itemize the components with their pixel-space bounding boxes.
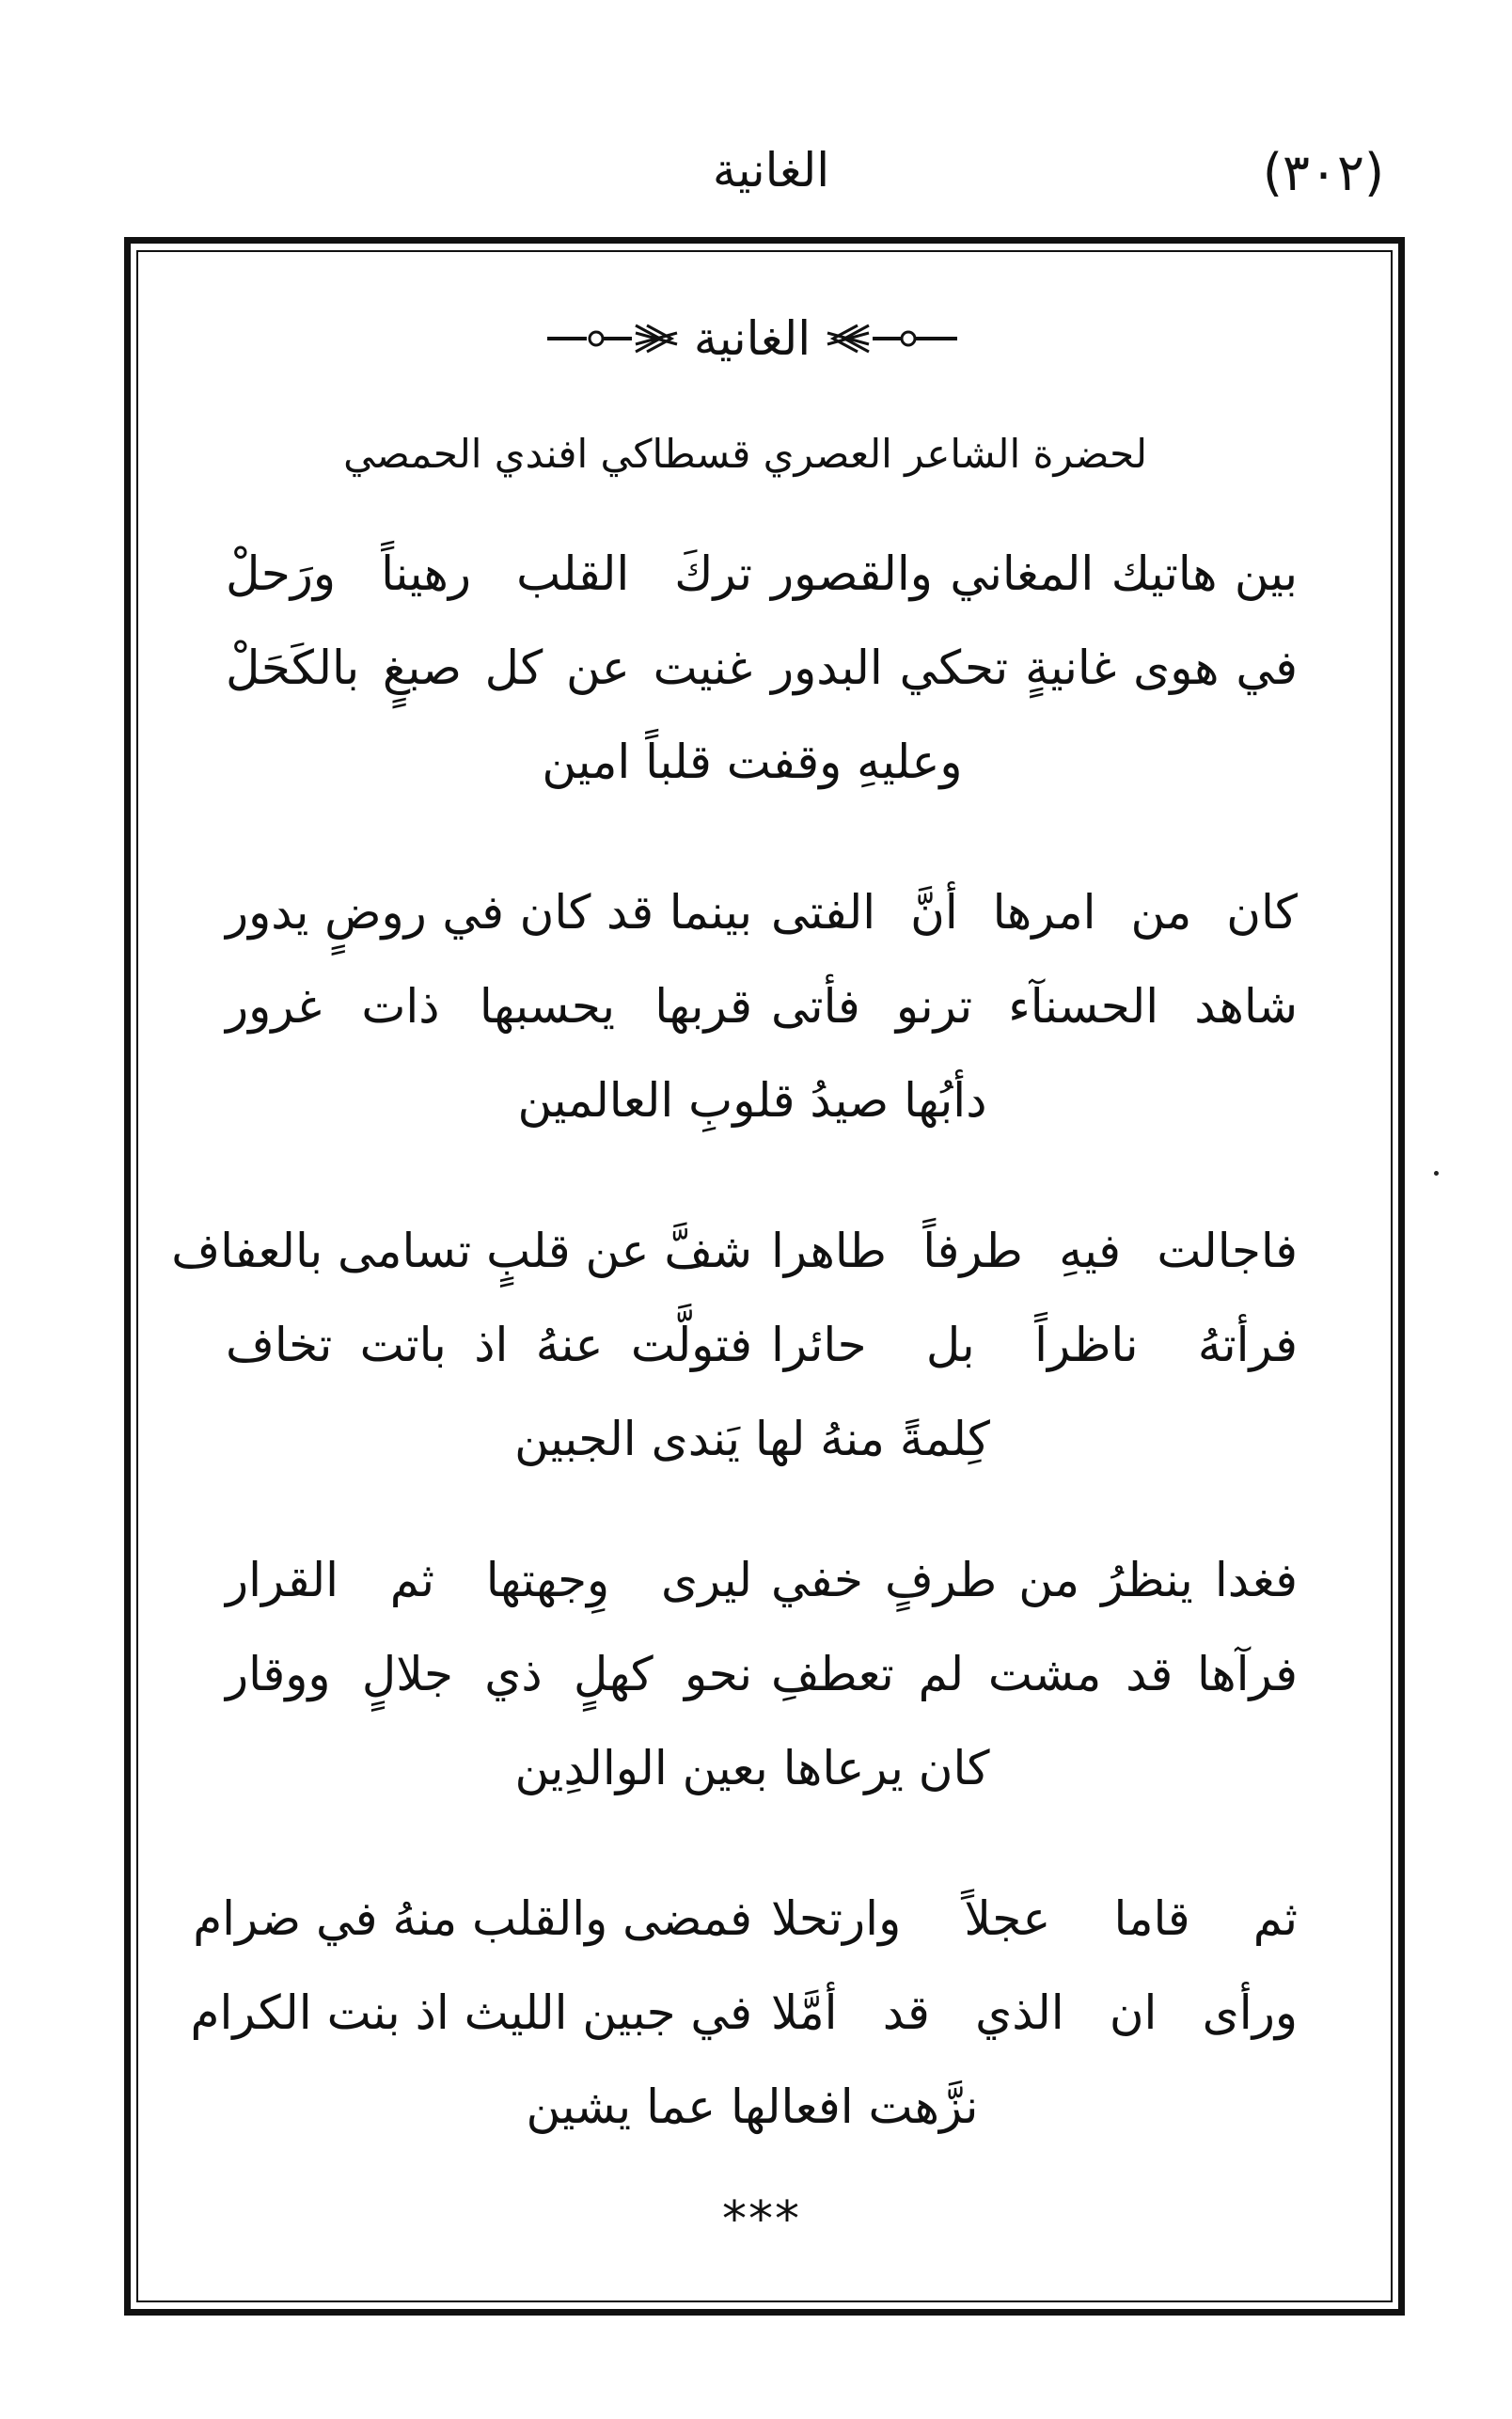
- couplet: [0, 1872, 1512, 1966]
- stanza: [0, 1872, 1512, 2134]
- refrain: وعليهِ وقفت قلباً امين: [542, 735, 963, 789]
- refrain: كان يرعاها بعين الوالدِين: [514, 1741, 990, 1795]
- poem-title: الغانية: [693, 311, 811, 366]
- couplet: [0, 865, 1512, 959]
- first-hemistich: فغدا ينظرُ من طرفٍ خفي: [771, 1553, 1298, 1607]
- running-title: الغانية: [712, 143, 830, 198]
- stanza: [0, 865, 1512, 1128]
- stanza: [0, 1204, 1512, 1466]
- second-hemistich: شفَّ عن قلبٍ تسامى بالعفاف: [171, 1224, 752, 1278]
- second-hemistich: في جبين الليث اذ بنت الكرام: [190, 1985, 752, 2040]
- second-hemistich: غنيت عن كل صبغٍ بالكَحَلْ: [226, 640, 752, 695]
- refrain: دأبُها صيدُ قلوبِ العالمين: [517, 1073, 987, 1128]
- second-hemistich: ليرى وِجهتها ثم القرار: [226, 1553, 752, 1607]
- ornament-right-icon: [822, 320, 963, 357]
- poem-heading: [527, 301, 978, 376]
- couplet: [0, 1533, 1512, 1627]
- first-hemistich: ثم قاما عجلاً وارتحلا: [771, 1891, 1298, 1946]
- first-hemistich: بين هاتيك المغاني والقصور: [771, 546, 1298, 601]
- first-hemistich: في هوى غانيةٍ تحكي البدور: [771, 640, 1298, 695]
- first-hemistich: فرأتهُ ناظراً بل حائرا: [771, 1318, 1298, 1372]
- stanza: [0, 1533, 1512, 1795]
- refrain: نزَّهت افعالها عما يشين: [526, 2079, 979, 2134]
- second-hemistich: فتولَّت عنهُ اذ باتت تخاف: [226, 1318, 752, 1372]
- second-hemistich: تركَ القلب رهيناً ورَحلْ: [226, 546, 752, 601]
- ornament-left-icon: [542, 320, 683, 357]
- second-hemistich: نحو كهلٍ ذي جلالٍ ووقار: [226, 1647, 752, 1701]
- couplet: [0, 1298, 1512, 1392]
- page-number: (٣٠٢): [1262, 143, 1385, 202]
- couplet: [0, 527, 1512, 621]
- second-hemistich: بينما قد كان في روضٍ يدور: [226, 885, 752, 940]
- first-hemistich: فاجالت فيهِ طرفاً طاهرا: [771, 1224, 1298, 1278]
- second-hemistich: فمضى والقلب منهُ في ضرام: [193, 1891, 752, 1946]
- first-hemistich: فرآها قد مشت لم تعطفِ: [771, 1647, 1298, 1701]
- couplet: [0, 959, 1512, 1053]
- first-hemistich: كان من امرها أنَّ الفتى: [771, 885, 1298, 940]
- end-asterisks: ***: [722, 2191, 801, 2248]
- poem-attribution: لحضرة الشاعر العصري قسطاكي افندي الحمصي: [343, 431, 1147, 477]
- couplet: [0, 621, 1512, 715]
- stanza: [0, 527, 1512, 789]
- couplet: [0, 1627, 1512, 1721]
- first-hemistich: شاهد الحسنآء ترنو فأتى: [771, 979, 1298, 1034]
- couplet: [0, 1966, 1512, 2060]
- first-hemistich: ورأى ان الذي قد أمَّلا: [771, 1985, 1298, 2040]
- refrain: كِلمةً منهُ لها يَندى الجبين: [514, 1412, 990, 1466]
- couplet: [0, 1204, 1512, 1298]
- second-hemistich: قربها يحسبها ذات غرور: [226, 979, 752, 1034]
- margin-speck: [1434, 1171, 1439, 1176]
